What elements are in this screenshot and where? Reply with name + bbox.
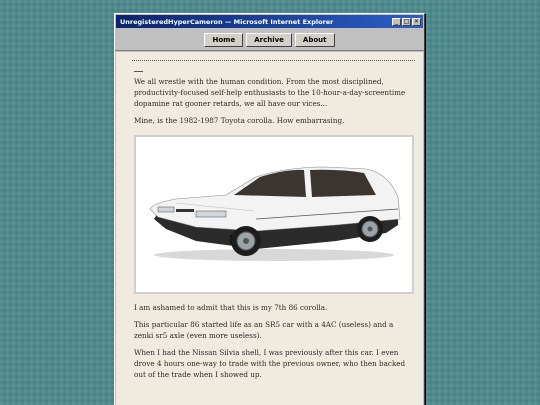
page-content[interactable] [116,52,423,405]
maximize-button[interactable]: □ [403,17,410,25]
browser-window [114,13,425,405]
post-paragraph: When I had the Nissan Silvia shell, I was previously after this car. I even drove 4 hours one-way to trade with the previous owner, who then backed out of the trade when I showed up. [134,348,406,379]
nav-about-button[interactable]: About [295,33,335,47]
car-photo [134,135,414,294]
nav-home-button[interactable]: Home [204,33,243,47]
post-paragraph: We all wrestle with the human condition. From the most disciplined, productivity-focused self-help enthusiasts to the 10-hour-a-day-screentime dopamine rat gooner retards, we all have our vices... [134,77,406,108]
close-button[interactable]: × [413,17,420,25]
toyota-corolla-image [136,137,412,292]
dotted-divider [132,60,415,61]
window-controls [392,18,421,26]
window-title: UnregisteredHyperCameron — Microsoft Internet Explorer [120,17,334,26]
post-paragraph: This particular 86 started life as an SR5 car with a 4AC (useless) and a zenki sr5 axle (even more useless). [134,320,394,340]
title-bar[interactable] [116,15,423,28]
short-divider [134,71,143,72]
post-paragraph: I am ashamed to admit that this is my 7th 86 corolla. [134,303,328,312]
nav-archive-button[interactable]: Archive [246,33,292,47]
nav-bar [115,29,424,51]
minimize-button[interactable]: _ [392,18,401,26]
post-paragraph: Mine, is the 1982-1987 Toyota corolla. How embarrasing. [134,116,345,125]
